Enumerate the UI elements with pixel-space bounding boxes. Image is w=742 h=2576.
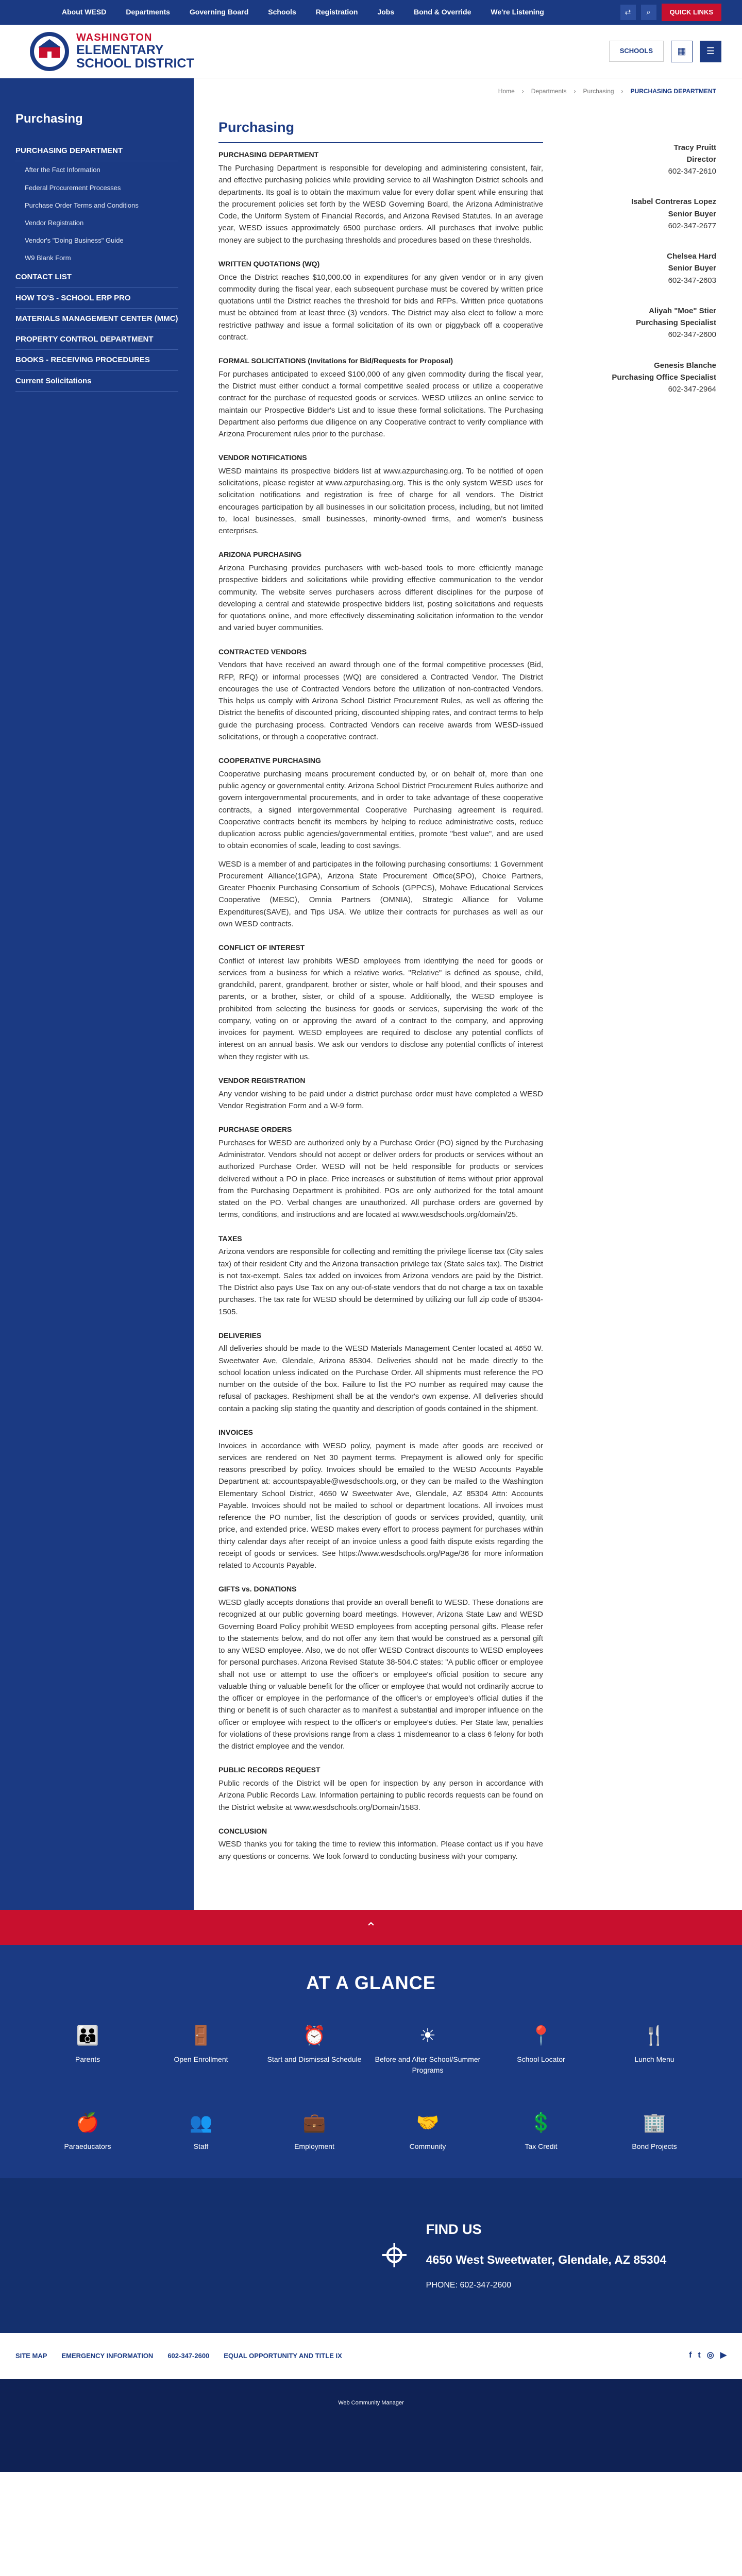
contact-title: Purchasing Specialist bbox=[636, 318, 716, 328]
contact-card bbox=[562, 360, 716, 396]
sidebar-item[interactable]: Current Solicitations bbox=[15, 371, 178, 392]
sidebar-title: Purchasing bbox=[15, 112, 83, 126]
footer-link[interactable]: SITE MAP bbox=[15, 2351, 47, 2360]
sidebar-nav bbox=[15, 141, 178, 392]
briefcase-icon: 💼 bbox=[302, 2112, 326, 2133]
contact-name: Tracy Pruitt bbox=[673, 143, 716, 152]
top-nav-item[interactable]: Bond & Override bbox=[414, 8, 471, 16]
content-columns bbox=[218, 117, 716, 1869]
contact-phone[interactable]: 602-347-2964 bbox=[668, 385, 716, 394]
schools-button[interactable]: SCHOOLS bbox=[609, 41, 664, 61]
contact-phone[interactable]: 602-347-2677 bbox=[668, 221, 716, 230]
youtube-icon[interactable]: ▶ bbox=[720, 2351, 727, 2360]
breadcrumb-item[interactable]: Home bbox=[498, 88, 515, 95]
contact-name: Chelsea Hard bbox=[667, 252, 716, 261]
glance-label: Employment bbox=[294, 2142, 334, 2151]
grid-menu-icon[interactable]: ▦ bbox=[671, 41, 693, 62]
contact-name: Aliyah "Moe" Stier bbox=[649, 306, 716, 315]
glance-title: AT A GLANCE bbox=[306, 1972, 436, 1993]
sidebar-item[interactable]: MATERIALS MANAGEMENT CENTER (MMC) bbox=[15, 309, 178, 329]
glance-label: Tax Credit bbox=[525, 2142, 558, 2151]
back-to-top-band bbox=[0, 1910, 742, 1945]
section-heading: WRITTEN QUOTATIONS (WQ) bbox=[218, 259, 320, 268]
glance-grid bbox=[0, 2022, 742, 2153]
main-content bbox=[194, 78, 742, 1910]
find-us bbox=[0, 2178, 742, 2333]
section-paragraph: Cooperative purchasing means procurement conducted by, or on behalf of, more than one public agency or governmental entity. Arizona School District Procurement Rules authorize and govern intergovernmental procurements, and in order to take advantage of these cooperative contracts, a signed intergovernmental Cooperative Purchasing agreement is required. Cooperative contracts benefit its members by helping to reduce administrative costs, reduce duplication across public agencies/governmental entities, promote "best value", and are used to obtain economies of scale, leading to cost savings. bbox=[218, 769, 543, 851]
section-paragraph: Invoices in accordance with WESD policy, payment is made after goods are received or services are rendered on Net 30 payment terms. Prepayment is allowed only for specific reasons prescribed by policy. Invoices should be emailed to the WESD Accounts Payable Department at: accountspayable@wesdschools.org, or they can be mailed to the Washington Elementary School District, 4650 W Sweetwater Ave, Glendale, AZ 85304 Attn: Accounts Payable. Invoices should not be mailed to school or department locations. All invoices must reference the PO number, list the description of goods or services provided, quantity, unit price, and extended price. WESD makes every effort to process payment for purchases within thirty calendar days after receipt of an invoice unless a good faith dispute exists regarding the receipt of goods or services. See https://www.wesdschools.org/Page/36 for more information related to Accounts Payable. bbox=[218, 1441, 543, 1570]
find-us-title: FIND US bbox=[426, 2221, 482, 2237]
footer-link[interactable]: EQUAL OPPORTUNITY AND TITLE IX bbox=[224, 2351, 342, 2360]
section-heading: GIFTS vs. DONATIONS bbox=[218, 1585, 297, 1594]
section-paragraph: Arizona vendors are responsible for collecting and remitting the privilege license tax (City sales tax) of their resident City and the Arizona transaction privilege tax (State sales tax). The District is not tax-exempt. Sales tax added on invoices from Arizona vendors are paid by the District. The District also pays Use Tax on any out-of-state vendors that do not charge a tax on taxable purchases. The tax rate for WESD should be determined by utilizing our full zip code of 85304-1505. bbox=[218, 1247, 543, 1316]
contact-name: Genesis Blanche bbox=[654, 361, 716, 370]
section-heading: CONFLICT OF INTEREST bbox=[218, 943, 305, 952]
glance-label: Before and After School/Summer Programs bbox=[375, 2055, 481, 2075]
section-paragraph: Arizona Purchasing provides purchasers with web-based tools to more efficiently manage prospective bidders and solicitations while providing effective communication to the vendor community. The website serves purchasers across different disciplines for the purpose of developing a central and statewide prospective bidders list, posting solicitations and requests for quotations online, and more effectively disseminating solicitation information to the vendor and varied buyer communities. bbox=[218, 564, 543, 633]
section-heading: PURCHASE ORDERS bbox=[218, 1125, 292, 1134]
contact-phone[interactable]: 602-347-2610 bbox=[668, 167, 716, 176]
logo-emblem-icon bbox=[29, 31, 70, 72]
section-paragraph: Vendors that have received an award through one of the formal competitive processes (Bid, RFP, RFQ) or informal processes (WQ) are considered a Contracted Vendor. The District encourages the use of Contracted Vendors before the utilization of non-contracted Vendors. This helps us comply with Arizona School District Procurement Rules, as well as offering the District the benefits of discounted pricing, discounted shipping rates, and contract terms to help guide the purchasing process. Contracted Vendors can receive awards from WESD-issued solicitations, or through a cooperative contract. bbox=[218, 660, 543, 741]
logo-word-elementary: ELEMENTARY bbox=[76, 42, 164, 57]
handshake-icon: 🤝 bbox=[416, 2112, 440, 2133]
top-nav-item[interactable]: About WESD bbox=[62, 8, 107, 16]
contact-card bbox=[562, 142, 716, 178]
find-us-details bbox=[426, 2219, 667, 2292]
top-nav-item[interactable]: Jobs bbox=[377, 8, 395, 16]
header-actions bbox=[609, 41, 721, 62]
address[interactable]: 4650 West Sweetwater, Glendale, AZ 85304 bbox=[426, 2252, 667, 2266]
building-icon: 🏢 bbox=[643, 2112, 666, 2133]
article-sections bbox=[218, 149, 543, 1862]
menu-icon[interactable]: ☰ bbox=[700, 41, 721, 62]
glance-item[interactable] bbox=[31, 2109, 144, 2153]
section-heading: TAXES bbox=[218, 1234, 242, 1243]
footer-link[interactable]: EMERGENCY INFORMATION bbox=[61, 2351, 154, 2360]
parents-icon: 👪 bbox=[76, 2024, 99, 2046]
section-heading: FORMAL SOLICITATIONS (Invitations for Bid/Requests for Proposal) bbox=[218, 357, 453, 365]
sidebar-item[interactable]: Vendor Registration bbox=[25, 218, 84, 227]
section-paragraph: The Purchasing Department is responsible for developing and administering consistent, fair, and effective purchasing policies while providing service to all Washington District schools and departments. Its goal is to obtain the maximum value for every dollar spent while ensuring that the procurement policies set forth by the WESD Governing Board, the Arizona Administrative Code, the Uniform System of Financial Records, and Arizona Revised Statutes. In an average year, WESD issues approximately 6500 purchase orders. All purchases that involve public money are subject to the purchasing thresholds and procedures based on these thresholds. bbox=[218, 164, 543, 245]
glance-item[interactable] bbox=[31, 2022, 144, 2076]
glance-item[interactable] bbox=[144, 2109, 258, 2153]
section-paragraph: Any vendor wishing to be paid under a district purchase order must have completed a WESD Vendor Registration Form and a W-9 form. bbox=[218, 1089, 543, 1110]
section-paragraph: WESD thanks you for taking the time to review this information. Please contact us if you have any questions or concerns. We look forward to conducting business with your company. bbox=[218, 1840, 543, 1861]
logo-text bbox=[76, 32, 194, 71]
section-heading: ARIZONA PURCHASING bbox=[218, 550, 302, 559]
sidebar-item[interactable]: BOOKS - RECEIVING PROCEDURES bbox=[15, 350, 178, 370]
translate-icon[interactable]: ⇄ bbox=[620, 5, 636, 20]
glance-label: Parents bbox=[75, 2055, 100, 2063]
lunch-icon: 🍴 bbox=[643, 2024, 666, 2046]
social-links bbox=[689, 2349, 727, 2362]
twitter-icon[interactable]: t bbox=[698, 2351, 701, 2360]
section-paragraph: Once the District reaches $10,000.00 in expenditures for any given vendor or in any given commodity during the fiscal year, each subsequent purchase must be covered by written price quotations until the District reaches the threshold for bids and RFPs. Written price quotations must be obtained from at least three (3) vendors. The District may also elect to follow a more restrictive pathway and issue a formal solicitation of its own or piggyback off a cooperative contract. bbox=[218, 273, 543, 342]
logo-word-district: SCHOOL DISTRICT bbox=[76, 56, 194, 71]
chevron-right-icon: › bbox=[521, 88, 524, 95]
glance-label: Open Enrollment bbox=[174, 2055, 228, 2063]
contact-list bbox=[562, 117, 716, 1869]
sidebar-item[interactable]: Federal Procurement Processes bbox=[25, 183, 121, 192]
glance-label: Lunch Menu bbox=[634, 2055, 674, 2063]
contact-phone[interactable]: 602-347-2600 bbox=[668, 330, 716, 340]
footer-links bbox=[0, 2333, 742, 2379]
contact-title: Director bbox=[686, 155, 716, 164]
top-nav-item[interactable]: We're Listening bbox=[491, 8, 544, 16]
chevron-right-icon: › bbox=[621, 88, 623, 95]
glance-label: Bond Projects bbox=[632, 2142, 677, 2151]
page-title: Purchasing bbox=[218, 117, 543, 144]
sidebar-item[interactable]: PURCHASING DEPARTMENT bbox=[15, 141, 178, 161]
location-pin-icon: ⌖ bbox=[381, 2229, 408, 2281]
phone[interactable]: PHONE: 602-347-2600 bbox=[426, 2281, 512, 2290]
contact-phone[interactable]: 602-347-2603 bbox=[668, 276, 716, 285]
glance-item[interactable] bbox=[371, 2109, 484, 2153]
glance-item[interactable] bbox=[144, 2022, 258, 2076]
contact-title: Purchasing Office Specialist bbox=[612, 372, 716, 382]
sidebar-item[interactable]: HOW TO'S - SCHOOL ERP PRO bbox=[15, 288, 178, 309]
glance-label: Start and Dismissal Schedule bbox=[267, 2055, 362, 2063]
glance-item[interactable] bbox=[598, 2022, 711, 2076]
contact-card bbox=[562, 250, 716, 286]
top-nav-item[interactable]: Departments bbox=[126, 8, 170, 16]
glance-label: Community bbox=[409, 2142, 446, 2151]
search-icon[interactable]: ⌕ bbox=[641, 5, 656, 20]
glance-item[interactable] bbox=[258, 2109, 371, 2153]
section-paragraph: WESD maintains its prospective bidders list at www.azpurchasing.org. To be notified of open solicitations, please register at www.azpurchasing.org. This is the only system WESD uses for solicitation notifications and registration is free of charge for all vendors. The District encourages participation by all businesses in our solicitation process, including, but not limited to, local businesses, small businesses, minority-owned firms, and women's business enterprises. bbox=[218, 466, 543, 536]
facebook-icon[interactable]: f bbox=[689, 2351, 692, 2360]
quick-links-button[interactable]: QUICK LINKS bbox=[662, 4, 722, 21]
sidebar-item[interactable]: After the Fact Information bbox=[25, 166, 100, 174]
instagram-icon[interactable]: ◎ bbox=[706, 2351, 714, 2360]
logo-word-washington: WASHINGTON bbox=[76, 31, 153, 43]
chevron-right-icon: › bbox=[574, 88, 576, 95]
section-heading: COOPERATIVE PURCHASING bbox=[218, 756, 321, 765]
top-nav-item[interactable]: Registration bbox=[315, 8, 358, 16]
glance-item[interactable] bbox=[258, 2022, 371, 2076]
section-heading: INVOICES bbox=[218, 1428, 253, 1436]
top-nav-item[interactable]: Governing Board bbox=[189, 8, 249, 16]
glance-label: School Locator bbox=[517, 2055, 565, 2063]
article bbox=[218, 117, 543, 1869]
glance-item[interactable] bbox=[598, 2109, 711, 2153]
section-paragraph: For purchases anticipated to exceed $100,000 of any given commodity during the fiscal year, the District must either conduct a formal competitive sealed process or utilize a cooperative contract for the purchase of requested goods or services. WESD utilizes an online service to maintain our Prospective Bidder's List and to issue these formal solicitations. The Purchasing Department also performs due diligence on any Cooperative contract to verify compliance with Arizona Procurement rules prior to the purchase. bbox=[218, 369, 543, 438]
chevron-up-icon[interactable]: ⌃ bbox=[365, 1919, 377, 1935]
quick-tools bbox=[620, 4, 722, 21]
section-heading: CONCLUSION bbox=[218, 1826, 267, 1835]
section-heading: PUBLIC RECORDS REQUEST bbox=[218, 1766, 321, 1774]
section-heading: VENDOR NOTIFICATIONS bbox=[218, 453, 307, 462]
copyright: Web Community Manager bbox=[338, 2399, 404, 2406]
section-heading: VENDOR REGISTRATION bbox=[218, 1076, 306, 1084]
district-logo[interactable] bbox=[29, 31, 194, 72]
section-heading: DELIVERIES bbox=[218, 1331, 262, 1340]
glance-label: Paraeducators bbox=[64, 2142, 111, 2151]
breadcrumb-item[interactable]: Purchasing bbox=[583, 88, 614, 95]
section-paragraph: Conflict of interest law prohibits WESD employees from identifying the need for goods or services from a business for which a relative works. "Relative" is defined as spouse, child, grandchild, parent, grandparent, brother or sister, whole or half blood, and their spouses and parents, or a brother, sister, or child of a spouse. Additionally, the WESD employee is prohibited from selecting the business for goods or services, supervising the work of the company, voting on or approving the award of a contract to the company, and approving invoices for payment. WESD employees are required to disclose any potential conflicts of interest on an annual basis. We ask our vendors to disclose any potential conflicts of interest when they register with us. bbox=[218, 956, 543, 1061]
glance-label: Staff bbox=[193, 2142, 209, 2151]
section-heading: CONTRACTED VENDORS bbox=[218, 647, 307, 656]
section-heading: PURCHASING DEPARTMENT bbox=[218, 150, 319, 159]
glance-item[interactable] bbox=[484, 2109, 598, 2153]
sidebar bbox=[0, 78, 194, 1910]
section-paragraph: All deliveries should be made to the WESD Materials Management Center located at 4650 W. Sweetwater Ave, Glendale, Arizona 85304. Deliveries should not be made directly to the school location unless indicated on the Purchase Order. All shipments must reference the PO number on the outside of the box. Failure to list the PO number as required may cause the refusal of packages. Reshipment shall be at the vendor's own expense. All deliveries should contain a packing slip stating the quantity and description of goods contained in the shipment. bbox=[218, 1344, 543, 1413]
glance-item[interactable] bbox=[371, 2022, 484, 2076]
bottom-bar bbox=[0, 2379, 742, 2472]
top-nav-item[interactable]: Schools bbox=[268, 8, 296, 16]
apple-icon: 🍎 bbox=[76, 2112, 99, 2133]
staff-icon: 👥 bbox=[189, 2112, 213, 2133]
contact-title: Senior Buyer bbox=[668, 209, 716, 218]
section-paragraph: WESD gladly accepts donations that provide an overall benefit to WESD. These donations are recognized at our public governing board meetings. However, Arizona State Law and WESD Governing Board Policy prohibit WESD employees from accepting personal gifts. Please refer to the statements below, and do not offer any item that would be construed as a personal gift to any WESD employee. Also, we do not offer WESD Contract discounts to WESD employees for personal purchases. Arizona Revised Statute 38-504.C states: "A public officer or employee shall not use or attempt to use the officer's or employee's official position to secure any valuable thing or valuable benefit for the officer or employee that would not ordinarily accrue to the officer or employee in the performance of the officer's or employee's official duties if the thing or benefit is of such character as to manifest a substantial and improper influence on the officer or employee with respect to the officer's or employee's duties. Per State law, penalties for violations of these provisions range from a class 1 misdemeanor to a class 6 felony for both the district employee and the vendor. bbox=[218, 1598, 543, 1751]
site-header bbox=[0, 25, 742, 78]
breadcrumb-item[interactable]: Departments bbox=[531, 88, 567, 95]
glance-item[interactable] bbox=[484, 2022, 598, 2076]
tax-credit-icon: 💲 bbox=[529, 2112, 553, 2133]
sidebar-item[interactable]: CONTACT LIST bbox=[15, 267, 178, 287]
sidebar-item[interactable]: W9 Blank Form bbox=[25, 254, 71, 262]
enrollment-icon: 🚪 bbox=[189, 2024, 213, 2046]
contact-title: Senior Buyer bbox=[668, 264, 716, 273]
sun-icon: ☀ bbox=[419, 2024, 436, 2046]
section-paragraph: Public records of the District will be open for inspection by any person in accordance with Arizona Public Records Law. Information pertaining to public records requests can be found on the District website at www.wesdschools.org/Domain/1583. bbox=[218, 1779, 543, 1812]
contact-card bbox=[562, 196, 716, 232]
page-body bbox=[0, 78, 742, 1910]
contact-card bbox=[562, 305, 716, 341]
at-a-glance bbox=[0, 1945, 742, 2178]
sidebar-item[interactable]: PROPERTY CONTROL DEPARTMENT bbox=[15, 329, 178, 350]
footer-link[interactable]: 602-347-2600 bbox=[167, 2351, 210, 2360]
map-pin-icon: 📍 bbox=[529, 2024, 553, 2046]
breadcrumb-item: PURCHASING DEPARTMENT bbox=[630, 88, 716, 95]
sidebar-item[interactable]: Vendor's "Doing Business" Guide bbox=[25, 236, 124, 244]
contact-name: Isabel Contreras Lopez bbox=[631, 197, 716, 207]
section-paragraph: WESD is a member of and participates in the following purchasing consortiums: 1 Government Procurement Alliance(1GPA), Arizona State Procurement Office(SPO), Choice Partners, Greater Phoenix Purchasing Consortium of Schools (GPPCS), Mohave Educational Services Cooperative (MESC), Omnia Partners (OMNIA), Strategic Alliance for Volume Expenditures(SAVE), and Tips USA. We utilize their contracts for purchases as well as our own WESD contracts. bbox=[218, 859, 543, 928]
section-paragraph: Purchases for WESD are authorized only by a Purchase Order (PO) signed by the Purchasing Administrator. Vendors should not accept or deliver orders for products or services without an authorized Purchase Order. WESD will not be held responsible for products or services delivered without a PO in place. Price increases or substitution of items without prior approval from the Purchasing Department is prohibited. POs are only authorized for the total amount stated on the PO. Verbal changes are unauthorized. All purchase orders are governed by terms, conditions, and instructions and are located at www.wesdschools.org/domain/25. bbox=[218, 1138, 543, 1219]
top-nav-bar bbox=[0, 0, 742, 25]
sidebar-item[interactable]: Purchase Order Terms and Conditions bbox=[25, 201, 139, 209]
clock-icon: ⏰ bbox=[302, 2024, 326, 2046]
breadcrumb bbox=[218, 78, 716, 117]
top-nav bbox=[62, 7, 544, 18]
